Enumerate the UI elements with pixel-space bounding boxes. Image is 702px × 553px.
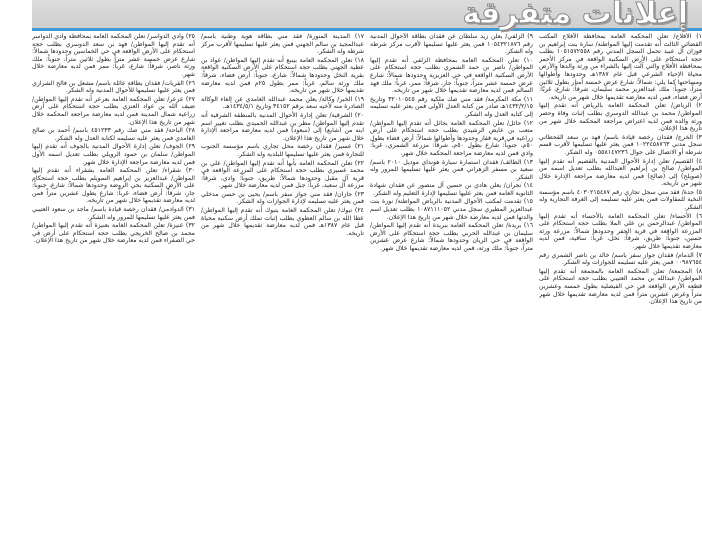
notice: ١) الأفلاج/ تعلن المحكمة العامة بمحافظة الأفلاج المكتب القضائي الثالث أنه تقدمت إليها المواطنة/ سارة بنت إبراهيم بن فوزان آل عبيد تحمل السجل المدني رقم ١٠٥١٥٧٢٥٥٨ بطلب حجة استحكام على الأرض السكنية الواقعة في مركز الأحمر بمحافظة الأفلاج والتي آلت إليها بالشراء من ورثة والدها والأرض محياة الإحياء الشرعي قبل عام ١٣٨٧هـ وحدودها وأطوالها ومساحتها كما يلي: شمالاً: شارع عرض خمسة أمتار بطول ثلاثين متراً، جنوباً: ملك عبدالعزيز محمد سليمان، شرقاً: شارع، غربًا: أرض فضاء، فمن لديه معارضة تقديمها خلال شهر من تاريخه. [539, 33, 702, 101]
notice: ٢٧) عرعر/ تعلن المحكمة العامة بعرعر أنه تقدم إليها المواطن/ ضيف الله بن عواد العنزي بطلب حجة استحكام على أرض زراعية شمال المدينة فمن لديه معارضة مراجعة المحكمة خلال شهر من تاريخ هذا الإعلان. [32, 95, 195, 126]
notice: ٢٦) القريات/ فقدان بطاقة عائلة باسم/ مشعل بن فالح الشراري فمن يعثر عليها تسليمها للأحوال المدنية وله الشكر. [32, 79, 195, 95]
notice: ٢٤) تبوك/ تعلن المحكمة العامة بتبوك أنه تقدم إليها المواطن/ عطا الله بن سالم العطوي بطلب إثبات تملك أرض سكنية محياة قبل عام ١٣٨٧هـ فمن لديه معارضة تقديمها خلال شهر من تاريخه. [201, 207, 364, 237]
notice: ٥) جدة/ فقد مني سجل تجاري رقم ٤٠٣٠٢١٥٤٨٧ باسم مؤسسة النخبة للمقاولات فمن يعثر عليه تسليمه إلى الغرفة التجارية وله الشكر. [539, 188, 702, 212]
notice: ١٨) تعلن المحكمة العامة بينبع أنه تقدم إليها المواطن/ عواد بن عطية الجهني بطلب حجة استحكام على الأرض السكنية الواقعة بقرية النخل وحدودها شمالاً: شارع، جنوباً: أرض فضاء، شرقاً: ملك ورثة سالم، غرباً: ممر بطول ٢٥م فمن لديه معارضة تقديمها خلال شهر من تاريخه. [201, 56, 364, 95]
notice: ١٥) تقدمت لمكتب الأحوال المدنية بالرياض المواطنة/ نورة بنت عبدالعزيز المطيري سجل مدني ١٠٨٧١١١٠٥٢ بطلب تعديل اسم والدتها فمن لديه معارضة خلال شهر من تاريخ هذا الإعلان. [370, 198, 533, 221]
column-2 [370, 33, 533, 551]
notice: ١٧) المدينة المنورة/ فقد مني بطاقة هوية وطنية باسم/ عبدالمجيد بن سالم الجهني فمن يعثر عليها تسليمها لأقرب مركز شرطة وله الشكر. [201, 33, 364, 56]
notice: ١٦) بريدة/ تعلن المحكمة العامة ببريدة أنه تقدم إليها المواطن/ سليمان بن عبدالله الحربي بطلب حجة استحكام على الأرض الواقعة في حي الريان وحدودها شمالاً: شارع عرض عشرين متراً، جنوباً: ملك ورثة، فمن لديه معارضة تقديمها خلال شهر. [370, 222, 533, 253]
notice: ٣١) الدوادمي/ فقدان رخصة قيادة باسم/ ماجد بن سعود العتيبي فمن يعثر عليها تسليمها للمرور وله الشكر. [32, 206, 195, 221]
notice: ٢) الرياض/ تعلن المحكمة العامة بالرياض أنه تقدم إليها المواطن/ محمد بن عبدالله الدوسري بطلب إثبات وفاة وحصر ورثة والده فمن لديه اعتراض مراجعة المحكمة خلال شهر من تاريخ هذا الإعلان. [539, 102, 702, 133]
notice: ٣٢) عنيزة/ تعلن المحكمة العامة بعنيزة أنه تقدم إليها المواطن/ محمد بن صالح الخريجي بطلب حجة استحكام على أرض في حي الصفراء فمن لديه معارضة خلال شهر من تاريخ هذا الإعلان. [32, 222, 195, 245]
section-title: إعلانات متفرقة [462, 0, 688, 31]
notice: ٢٩) الجوف/ تعلن إدارة الأحوال المدنية بالجوف أنه تقدم إليها المواطن/ سلمان بن حمود الرويلي بطلب تعديل اسمه الأول فمن لديه معارضة مراجعة الإدارة خلال شهر. [32, 143, 195, 166]
notice: ٢١) عسير/ فقدان رخصة محل تجاري باسم مؤسسة الجنوب للتجارة فمن يعثر عليها تسليمها للبلدية وله الشكر. [201, 143, 364, 158]
notice: ٩) الزلفي/ يعلن زيد سلطان عن فقدان بطاقة الأحوال المدنية رقم ١٠٥٤٣٢١٨٧٦ فمن يعثر عليها تسليمها لأقرب مركز شرطة وله الشكر. [370, 33, 533, 56]
column-3 [201, 33, 364, 551]
notice: ٢٠) الشرقية/ تعلن إدارة الأحوال المدنية بالمنطقة الشرقية أنه تقدم إليها المواطن/ مطر بن عبدالله الحميدي بطلب تغيير اسم ابنه من (شايع) إلى (سعود) فمن لديه معارضة مراجعة الإدارة خلال شهر من تاريخ هذا الإعلان. [201, 111, 364, 142]
classifieds-columns [32, 33, 702, 551]
section-header-band [32, 0, 702, 31]
notice: ٣) الخرج/ فقدان رخصة قيادة باسم/ فهد بن سعد القحطاني سجل مدني ١٠٢٢٤٥٨٧٦٣ فمن يعثر عليها تسليمها لأقرب قسم شرطة أو الاتصال على جوال ٠٥٥٨١٤٧٢٣٦ وله الشكر. [539, 133, 702, 156]
notice: ١٢) حائل/ تعلن المحكمة العامة بحائل أنه تقدم إليها المواطن/ متعب بن عايض الرشيدي بطلب حجة استحكام على أرض زراعية في قرية قفار وحدودها وأطوالها شمالاً: أرض فضاء بطول ٥٠م، جنوباً: شارع بطول ٥٠م، شرقاً: مزرعة الشمري، غرباً: وادي فمن لديه معارضة مراجعة المحكمة خلال شهر. [370, 119, 533, 157]
notice: ٢٨) الباحة/ فقد مني صك رقم ٤٥١٢٣٣ باسم/ أحمد بن صالح الغامدي فمن يعثر عليه تسليمه لكتابة العدل وله الشكر. [32, 127, 195, 142]
notice: ٢٢) تعلن المحكمة العامة بأبها أنه تقدم إليها المواطن/ علي بن محمد عسيري بطلب حجة استحكام على المزرعة الواقعة في قرية آل مقبل وحدودها شمالاً: طريق، جنوباً: وادي، شرقاً: مزرعة آل سعيد، غرباً: جبل فمن لديه معارضة خلال شهر. [201, 159, 364, 190]
notice: ١٩) الخبر/ وكالة/ يعلن محمد عبدالله الغامدي عن إلغاء الوكالة الصادرة منه لأخيه سعد برقم ٣٤١٥٢ وتاريخ ١٤٣٤/٥/١هـ. [201, 95, 364, 111]
notice: ٧) الدمام/ فقدان جواز سفر باسم/ خالد بن ناصر الشمري رقم ٠٠٩٨٧٦٥٤ فمن يعثر عليه تسليمه للجوازات وله الشكر. [539, 251, 702, 267]
notice: ١٠) تعلن المحكمة العامة بمحافظة الزلفي أنه تقدم إليها المواطن/ ناصر بن حمد الشمري بطلب حجة استحكام على الأرض السكنية الواقعة في حي العزيزية وحدودها شمالاً: شارع عرض خمسة عشر متراً، جنوباً: جار، شرقاً: ممر، غرباً: ملك فهد السالم فمن لديه معارضة تقديمها خلال شهر من تاريخه. [370, 56, 533, 95]
notice: ٣٠) شقراء/ تعلن المحكمة العامة بشقراء أنه تقدم إليها المواطن/ عبدالعزيز بن إبراهيم السويلم بطلب حجة استحكام على الأرض السكنية بحي الروضة وحدودها شمالاً: شارع، جنوباً: جار، شرقاً: أرض فضاء، غرباً: شارع بطول عشرين متراً فمن لديه معارضة تقديمها خلال شهر من تاريخه. [32, 167, 195, 205]
notice: ٢٥) وادي الدواسر/ تعلن المحكمة العامة بمحافظة وادي الدواسر أنه تقدم إليها المواطن/ فهد بن سعد الدوسري بطلب حجة استحكام على الأرض الواقعة في حي الخماسين وحدودها شمالاً: شارع عرض خمسة عشر متراً بطول ثلاثين متراً، جنوباً: ملك ورثة ناصر، شرقاً: شارع، غرباً: ممر فمن لديه معارضة خلال شهر. [32, 33, 195, 78]
notice: ٦) الأحساء/ تعلن المحكمة العامة بالأحساء أنه تقدم إليها المواطن/ عبدالرحمن بن علي الملا بطلب حجة استحكام على المزرعة الواقعة في قرية الجفر وحدودها شمالاً: مزرعة ورثة حسين، جنوباً: طريق، شرقاً: نخل، غرباً: ساقية، فمن لديه معارضة تقديمها خلال شهر. [539, 212, 702, 251]
column-1 [539, 33, 702, 551]
notice: ٨) المجمعة/ تعلن المحكمة العامة بالمجمعة أنه تقدم إليها المواطن/ عبدالله بن محمد العتيبي بطلب حجة استحكام على قطعة الأرض الواقعة في حي الفيصلية بطول خمسة وعشرين متراً وعرض عشرين متراً فمن لديه معارضة تقديمها خلال شهر من تاريخ هذا الإعلان. [539, 267, 702, 306]
notice: ١٣) الطائف/ فقدان استمارة سيارة هونداي موديل ٢٠١٠ باسم/ سعيد بن مسفر الزهراني فمن يعثر عليها تسليمها للمرور وله الشكر. [370, 158, 533, 181]
notice: ١٤) نجران/ يعلن هادي بن حسين آل منصور عن فقدان شهادة الثانوية العامة فمن يعثر عليها تسليمها لإدارة التعليم وله الشكر. [370, 182, 533, 197]
column-4 [32, 33, 195, 551]
notice: ٤) القصيم/ تعلن إدارة الأحوال المدنية بالقصيم أنه تقدم إليها المواطن/ صالح بن إبراهيم العبدالله بطلب تعديل اسمه من (صويلح) إلى (صالح) فمن لديه معارضة مراجعة الإدارة خلال شهر من تاريخه. [539, 157, 702, 188]
notice: ٢٣) جازان/ فقد مني جواز سفر باسم/ يحيى بن حسن مدخلي فمن يعثر عليه تسليمه لإدارة الجوازات وله الشكر. [201, 190, 364, 206]
notice: ١١) مكة المكرمة/ فقد مني صك ملكية رقم ٣٢٠١٠٥٤٥ وتاريخ ١٤٣٢/٢/١٥هـ صادر من كتابة العدل الأولى فمن يعثر عليه تسليمه إلى كتابة العدل وله الشكر. [370, 95, 533, 118]
